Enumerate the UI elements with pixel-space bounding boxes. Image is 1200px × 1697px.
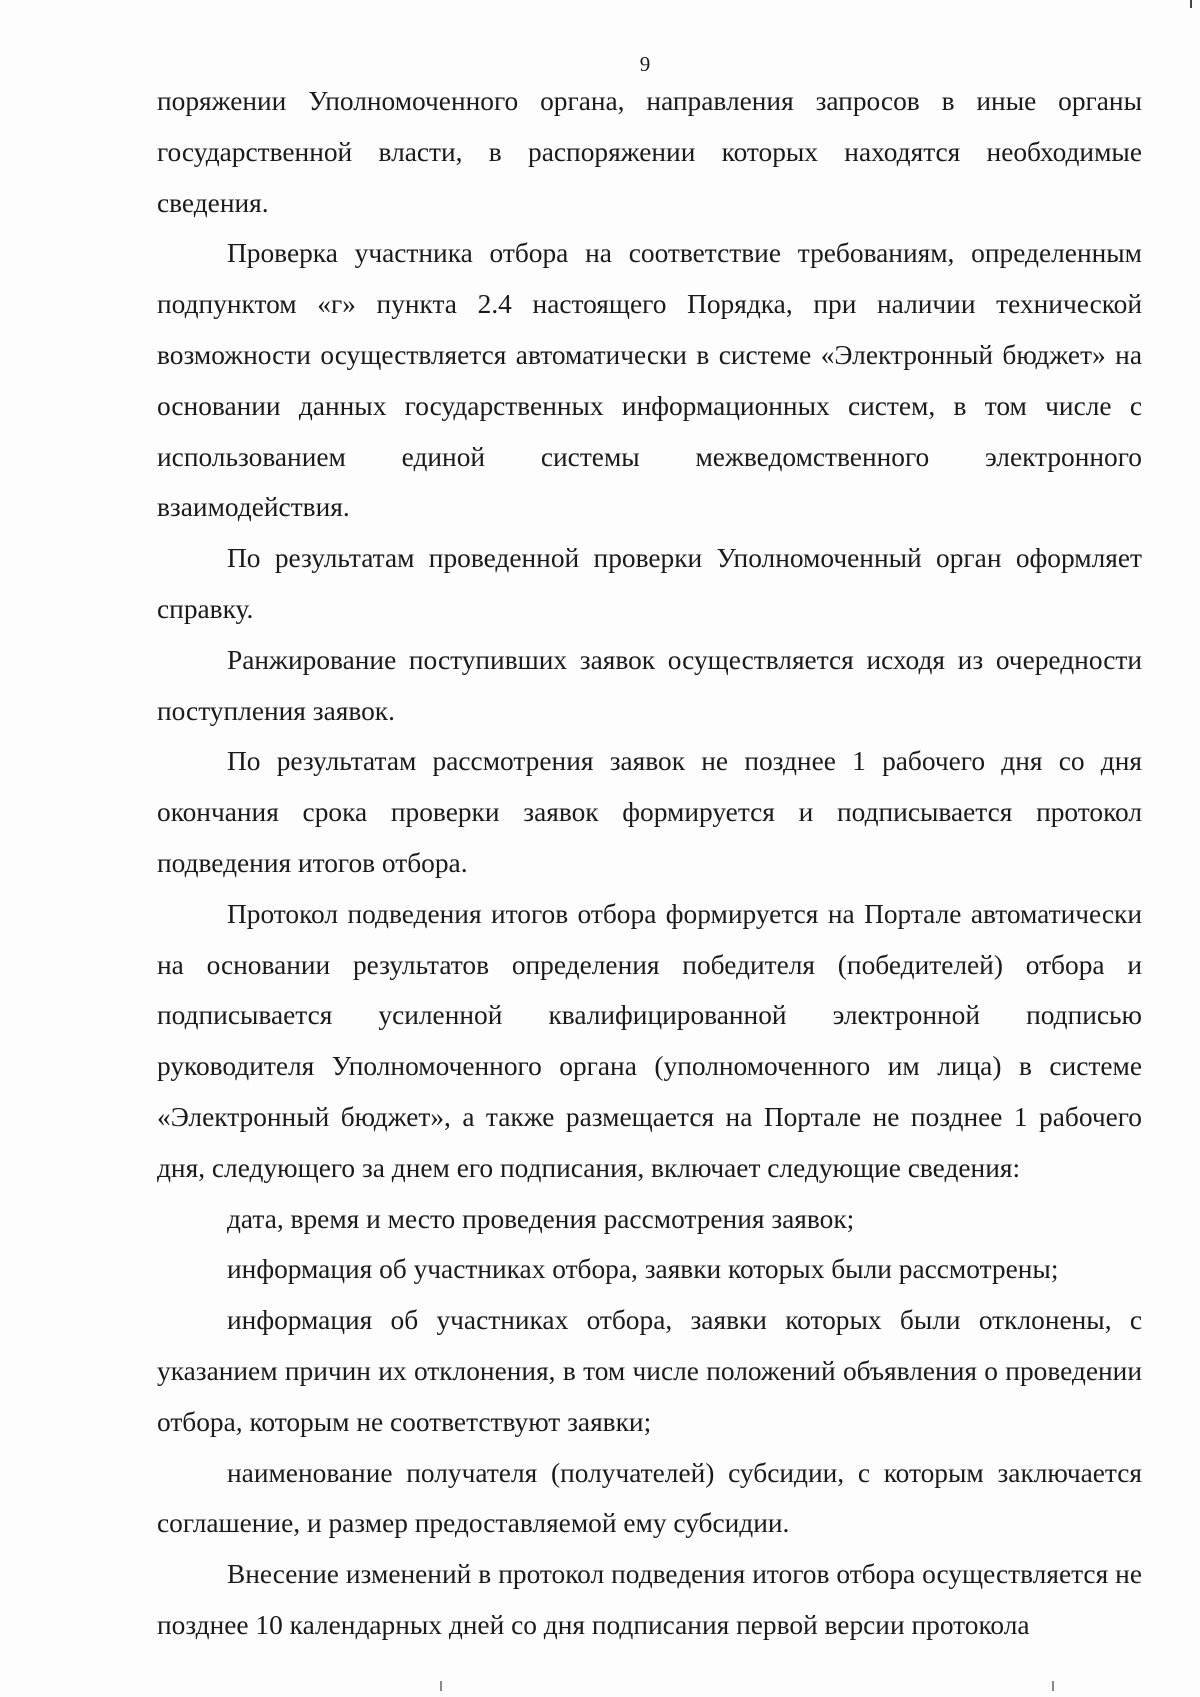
list-item-reviewed: информация об участниках отбора, заявки которых были рассмотрены; — [227, 1254, 1059, 1285]
paragraph-protocol: Протокол подведения итогов отбора формируется на Портале автоматически на основании результатов определения победителя (победителей) отбора и подписывается усиленной квалифицированной электронной подписью руководителя Уполномоченного органа (уполномоченного им лица) в системе «Электронный бюджет», а также размещается на Портале не позднее 1 рабочего дня, следующего за днем его подписания, включает следующие сведения: — [157, 898, 1142, 1183]
paragraph-review-results: По результатам рассмотрения заявок не позднее 1 рабочего дня со дня окончания срока проверки заявок формируется и подписывается протокол подведения итогов отбора. — [157, 746, 1142, 878]
page-number: 9 — [639, 52, 651, 76]
list-item-date: дата, время и место проведения рассмотрения заявок; — [227, 1203, 855, 1234]
paragraph-continuation: поряжении Уполномоченного органа, направления запросов в иные органы государственной власти, в распоряжении которых находятся необходимые сведения. — [157, 86, 1142, 218]
scan-mark — [1052, 1681, 1054, 1691]
paragraph-ranking: Ранжирование поступивших заявок осуществляется исходя из очередности поступления заявок. — [157, 644, 1142, 726]
paragraph-certificate: По результатам проведенной проверки Уполномоченный орган оформляет справку. — [157, 543, 1142, 624]
list-item-recipient: наименование получателя (получателей) субсидии, с которым заключается соглашение, и размер предоставляемой ему субсидии. — [157, 1457, 1142, 1539]
paragraph-verification: Проверка участника отбора на соответствие требованиям, определенным подпунктом «г» пункта 2.4 настоящего Порядка, при наличии технической возможности осуществляется автоматически в системе «Электронный бюджет» на основании данных государственных информационных систем, в том числе с использованием единой системы межведомственного электронного взаимодействия. — [157, 238, 1142, 523]
scan-mark — [440, 1681, 442, 1691]
document-body — [157, 76, 1142, 1651]
scan-mark — [1190, 0, 1192, 8]
paragraph-amendments: Внесение изменений в протокол подведения итогов отбора осуществляется не позднее 10 календарных дней со дня подписания первой версии протокола — [157, 1559, 1142, 1640]
list-item-rejected: информация об участниках отбора, заявки которых были отклонены, с указанием причин их отклонения, в том числе положений объявления о проведении отбора, которым не соответствуют заявки; — [157, 1305, 1142, 1437]
